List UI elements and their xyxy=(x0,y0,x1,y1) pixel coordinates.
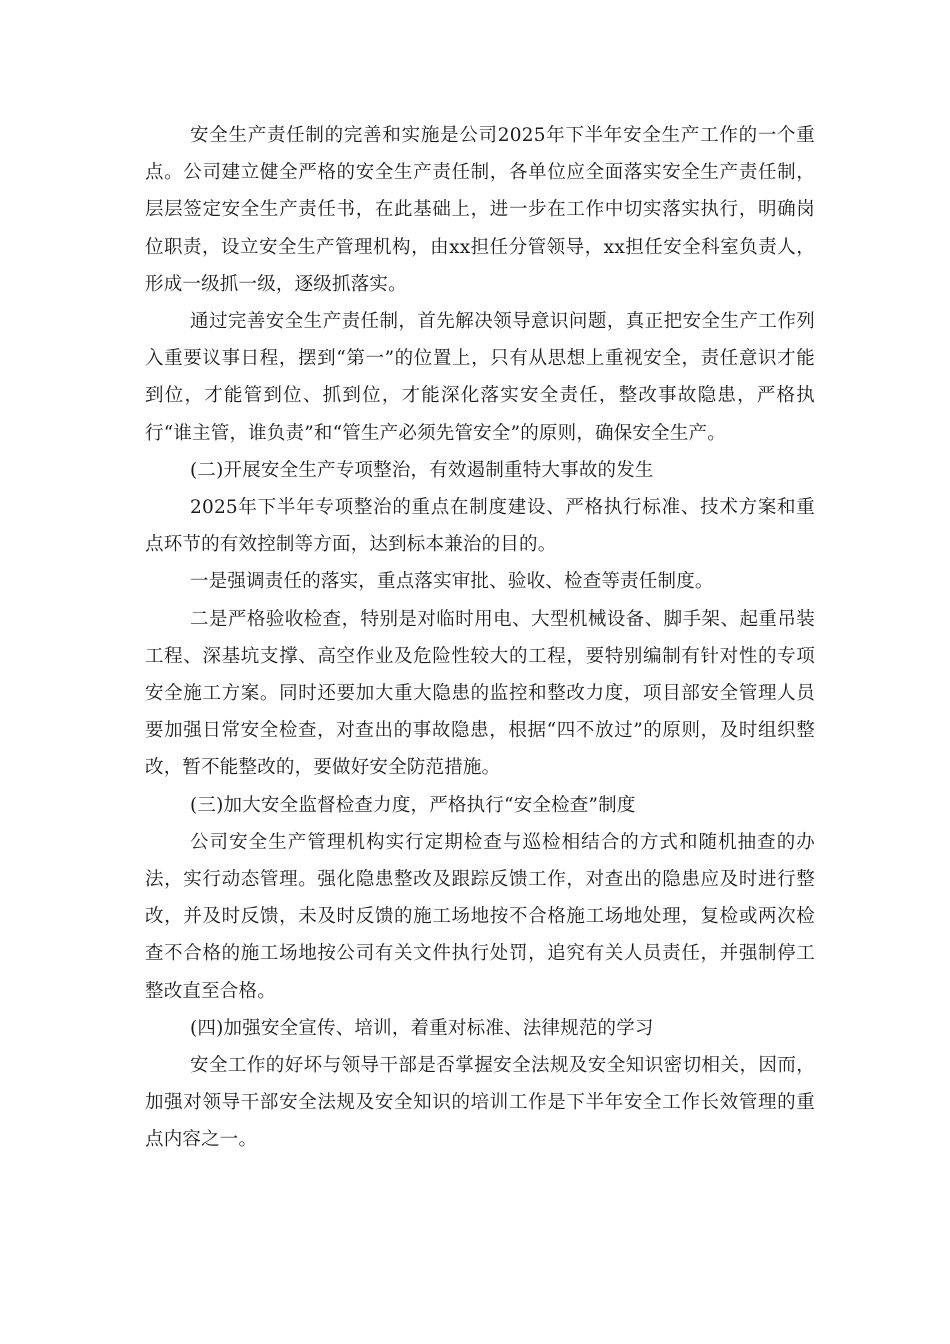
paragraph-leadership-awareness: 通过完善安全生产责任制，首先解决领导意识问题，真正把安全生产工作列入重要议事日程，摆到“第一”的位置上，只有从思想上重视安全，责任意识才能到位，才能管到位、抓到位，才能深化落实安全责任，整改事故隐患，严格执行“谁主管，谁负责”和“管生产必须先管安全”的原则，确保安全生产。 xyxy=(145,311,815,444)
section-heading-training: (四)加强安全宣传、培训，着重对标准、法律规范的学习 xyxy=(190,1017,654,1039)
paragraph-training-content: 安全工作的好坏与领导干部是否掌握安全法规及安全知识密切相关，因而，加强对领导干部安全法规及安全知识的培训工作是下半年安全工作长效管理的重点内容之一。 xyxy=(145,1055,815,1151)
paragraph-rectification-focus: 2025年下半年专项整治的重点在制度建设、严格执行标准、技术方案和重点环节的有效控制等方面，达到标本兼治的目的。 xyxy=(145,497,815,556)
paragraph-point-one: 一是强调责任的落实，重点落实审批、验收、检查等责任制度。 xyxy=(190,571,714,593)
section-heading-supervision: (三)加大安全监督检查力度，严格执行“安全检查”制度 xyxy=(190,794,636,816)
paragraph-point-two: 二是严格验收检查，特别是对临时用电、大型机械设备、脚手架、起重吊装工程、深基坑支撑、高空作业及危险性较大的工程，要特别编制有针对性的专项安全施工方案。同时还要加大重大隐患的监控和整改力度，项目部安全管理人员要加强日常安全检查，对查出的事故隐患，根据“四不放过”的原则，及时组织整改，暂不能整改的，要做好安全防范措施。 xyxy=(145,608,815,779)
paragraph-responsibility-system: 安全生产责任制的完善和实施是公司2025年下半年安全生产工作的一个重点。公司建立健全严格的安全生产责任制，各单位应全面落实安全生产责任制，层层签定安全生产责任书，在此基础上，进一步在工作中切实落实执行，明确岗位职责，设立安全生产管理机构，由xx担任分管领导，xx担任安全科室负责人，形成一级抓一级，逐级抓落实。 xyxy=(145,125,815,295)
paragraph-dynamic-management: 公司安全生产管理机构实行定期检查与巡检相结合的方式和随机抽查的办法，实行动态管理。强化隐患整改及跟踪反馈工作，对查出的隐患应及时进行整改，并及时反馈，未及时反馈的施工场地按不合格施工场地处理，复检或两次检查不合格的施工场地按公司有关文件执行处罚，追究有关人员责任，并强制停工整改直至合格。 xyxy=(145,831,815,1002)
section-heading-special-rectification: (二)开展安全生产专项整治，有效遏制重特大事故的发生 xyxy=(190,459,654,481)
document-body xyxy=(145,117,815,1159)
